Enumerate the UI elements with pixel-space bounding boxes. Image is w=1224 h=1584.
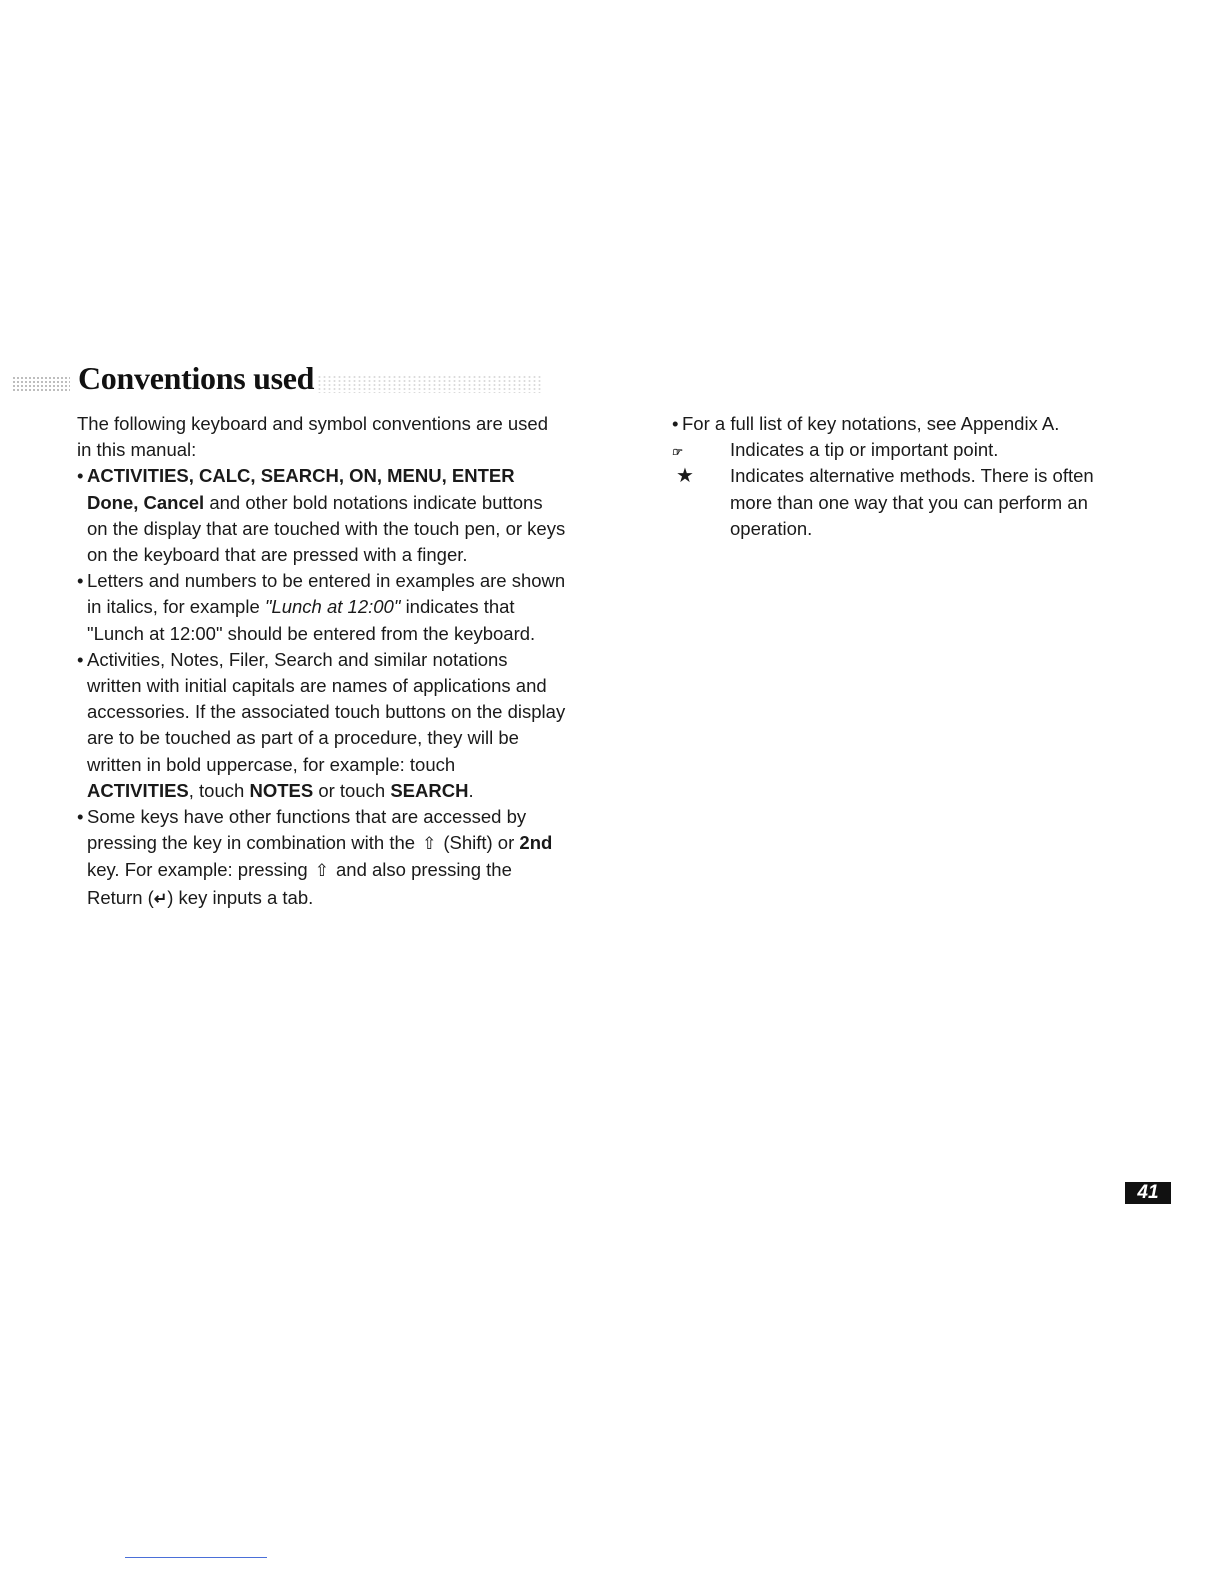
list-item xyxy=(77,804,567,913)
bullet-icon: • xyxy=(77,806,84,828)
bullet-text: and also pressing the Return ( xyxy=(87,859,512,908)
heading-decoration-left xyxy=(12,376,70,392)
bullet-text: , touch xyxy=(188,779,245,801)
bullet-text: Some keys have other functions that are accessed by pressing the key in combination with the xyxy=(87,806,527,854)
bullet-icon: • xyxy=(77,648,84,670)
right-column xyxy=(672,411,1132,542)
page-number-badge: 41 xyxy=(1125,1182,1171,1204)
symbol-alt-row xyxy=(672,463,1132,542)
bullet-icon: • xyxy=(77,465,84,487)
bullet-text: ) key inputs a tab. xyxy=(167,886,314,908)
shift-arrow-icon: ⇧ xyxy=(314,861,329,881)
bullet-text: (Shift) or xyxy=(443,832,515,854)
return-arrow-icon: ↵ xyxy=(153,890,168,908)
list-item xyxy=(77,568,567,647)
bullet-text: key. For example: pressing xyxy=(87,859,308,881)
keyword-notes: NOTES xyxy=(249,779,314,801)
shift-arrow-icon: ⇧ xyxy=(422,834,437,854)
tip-description: Indicates a tip or important point. xyxy=(730,439,999,461)
bullet-text: or touch xyxy=(318,779,386,801)
bullet-text: indicates that "Lunch at 12:00" should be entered from the keyboard. xyxy=(87,596,536,644)
star-icon: ★ xyxy=(676,465,694,488)
intro-paragraph: The following keyboard and symbol conventions are used in this manual: xyxy=(77,413,549,461)
page-title: Conventions used xyxy=(78,360,315,396)
appendix-note: For a full list of key notations, see Appendix A. xyxy=(682,413,1060,434)
bullet-text: Letters and numbers to be entered in examples are shown in italics, for example xyxy=(87,570,566,618)
bullet-text: . xyxy=(468,779,474,801)
list-item xyxy=(672,411,1132,437)
left-column xyxy=(77,411,567,913)
list-item xyxy=(77,647,567,804)
keyword-activities: ACTIVITIES xyxy=(87,779,189,801)
bullet-icon: • xyxy=(672,413,679,434)
symbol-tip-row xyxy=(672,437,1132,463)
italic-example: "Lunch at 12:00" xyxy=(264,596,401,618)
list-item xyxy=(77,463,567,568)
alt-description: Indicates alternative methods. There is often more than one way that you can perform an operation. xyxy=(730,465,1094,539)
heading-decoration-right xyxy=(317,375,542,393)
keyword-2nd: 2nd xyxy=(519,832,553,854)
pointing-hand-icon: ☞ xyxy=(670,445,684,460)
keyword-search: SEARCH xyxy=(390,779,469,801)
bullet-text: and other bold notations indicate buttons on the display that are touched with the touch pen, or keys on the keyboard that are pressed with a finger. xyxy=(87,491,566,566)
bold-buttons: Done, Cancel xyxy=(87,491,205,513)
bullet-text: Activities, Notes, Filer, Search and similar notations written with initial capitals are names of applications and accessories. If the associated touch buttons on the display are to be touched as part of a procedure, they will be written in bold uppercase, for example: touch xyxy=(87,648,566,775)
section-heading xyxy=(12,360,552,402)
footer-rule xyxy=(125,1557,267,1558)
bold-keys: ACTIVITIES, CALC, SEARCH, ON, MENU, ENTER xyxy=(87,465,515,487)
bullet-icon: • xyxy=(77,570,84,592)
